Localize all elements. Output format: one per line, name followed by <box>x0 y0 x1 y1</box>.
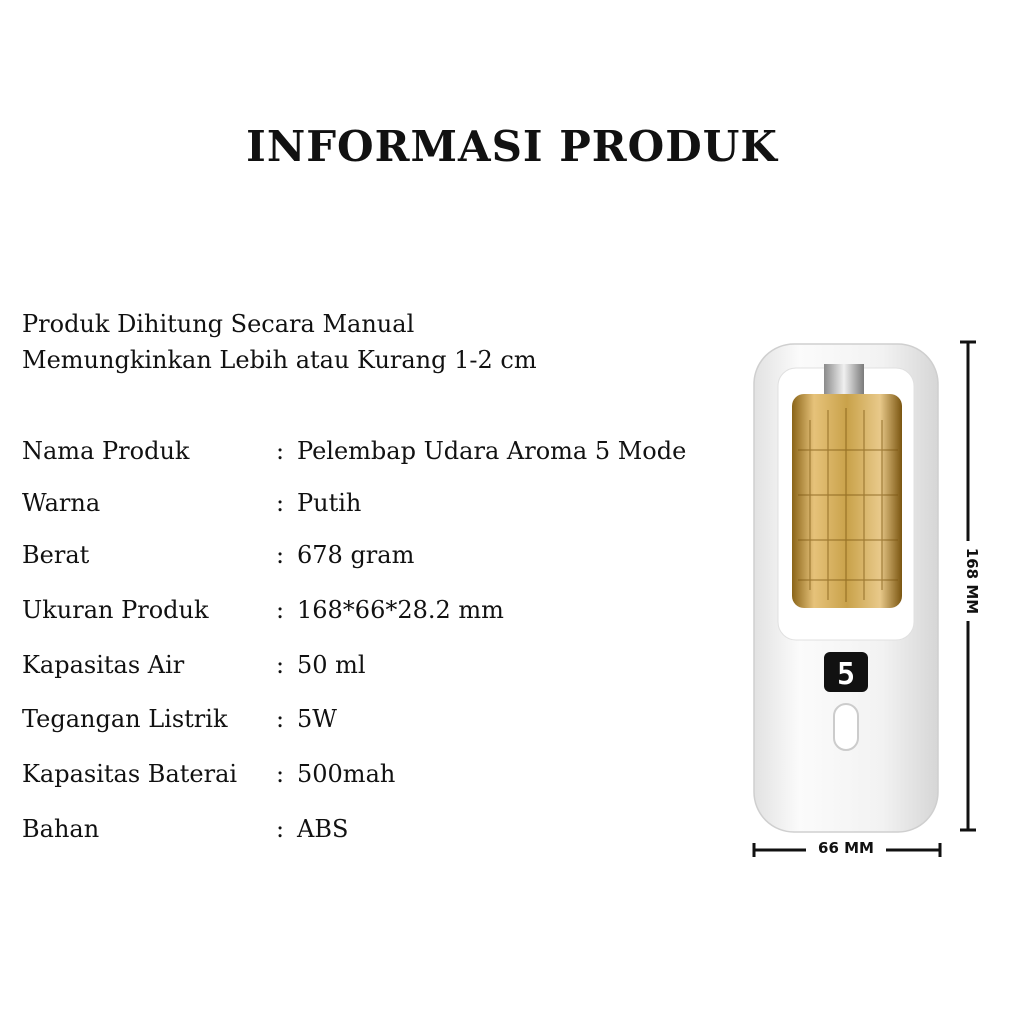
spec-value: Putih <box>297 489 362 517</box>
spec-value: Pelembap Udara Aroma 5 Mode <box>297 437 687 465</box>
spec-colon: : <box>276 705 285 733</box>
spec-row-nama-produk <box>22 437 722 477</box>
spec-colon: : <box>276 489 285 517</box>
height-label: 168 MM <box>963 541 981 621</box>
spec-row-warna <box>22 489 722 529</box>
spec-value: 678 gram <box>297 541 415 569</box>
mode-button <box>834 704 858 750</box>
note-line-1: Produk Dihitung Secara Manual <box>22 310 415 338</box>
measurement-note <box>22 306 537 378</box>
aroma-bottle <box>792 394 902 608</box>
page-title: INFORMASI PRODUK <box>246 122 778 171</box>
display-digit: 5 <box>836 657 856 692</box>
spec-label: Ukuran Produk <box>22 596 209 624</box>
spec-value: 500mah <box>297 760 396 788</box>
spec-label: Warna <box>22 489 101 517</box>
spec-label: Bahan <box>22 815 100 843</box>
width-label: 66 MM <box>806 839 886 857</box>
spec-row-tegangan-listrik <box>22 705 722 745</box>
spec-colon: : <box>276 760 285 788</box>
bottle-cap <box>824 364 864 394</box>
spec-row-kapasitas-baterai <box>22 760 722 800</box>
spec-value: ABS <box>297 815 349 843</box>
spec-colon: : <box>276 815 285 843</box>
spec-label: Berat <box>22 541 90 569</box>
spec-colon: : <box>276 596 285 624</box>
spec-value: 5W <box>297 705 337 733</box>
spec-row-ukuran-produk <box>22 596 722 636</box>
spec-colon: : <box>276 541 285 569</box>
spec-label: Nama Produk <box>22 437 190 465</box>
spec-row-kapasitas-air <box>22 651 722 691</box>
note-line-2: Memungkinkan Lebih atau Kurang 1-2 cm <box>22 346 537 374</box>
spec-colon: : <box>276 651 285 679</box>
spec-value: 50 ml <box>297 651 366 679</box>
spec-colon: : <box>276 437 285 465</box>
spec-row-bahan <box>22 815 722 855</box>
spec-label: Kapasitas Air <box>22 651 185 679</box>
spec-label: Tegangan Listrik <box>22 705 228 733</box>
spec-label: Kapasitas Baterai <box>22 760 238 788</box>
spec-row-berat <box>22 541 722 581</box>
spec-value: 168*66*28.2 mm <box>297 596 504 624</box>
